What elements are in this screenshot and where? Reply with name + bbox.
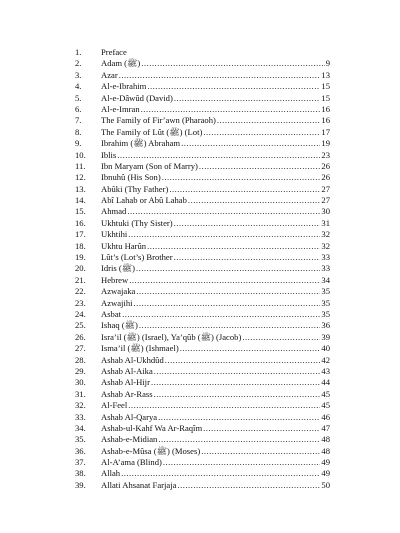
entry-number: 25. [75,320,86,331]
dot-leader [181,138,320,149]
entry-line [101,400,330,411]
entry-page-number: 15 [321,81,330,92]
entry-number: 4. [75,81,82,92]
entry-number: 21. [75,274,86,285]
dot-leader [154,389,321,400]
dot-leader [217,115,321,126]
entry-line [101,195,330,206]
toc-entry[interactable] [0,252,400,263]
entry-number: 39. [75,479,86,490]
entry-line [101,81,330,92]
dot-leader [139,320,321,331]
toc-entry[interactable] [0,309,400,320]
entry-number: 37. [75,457,86,468]
dot-leader [199,161,321,172]
entry-line [101,93,330,104]
entry-page-number: 30 [321,206,330,217]
toc-entry[interactable] [0,58,400,69]
entry-title: Iblis [101,149,117,160]
entry-title: Ashab-e-Mûsa (ﷺ) (Moses) [101,445,201,456]
entry-line [101,434,330,445]
entry-number: 18. [75,240,86,251]
dot-leader [154,366,321,377]
entry-title: Ashab Al-Qarya [101,411,158,422]
entry-line [101,138,330,149]
dot-leader [174,252,321,263]
entry-number: 1. [75,47,82,57]
entry-number: 3. [75,69,82,80]
entry-title: Idris (ﷺ) [101,263,136,274]
dot-leader [158,434,320,445]
toc-entry[interactable] [0,320,400,331]
entry-page-number: 45 [321,400,330,411]
dot-leader [242,332,320,343]
entry-number: 36. [75,445,86,456]
entry-title: Abî Lahab or Abû Lahab [101,195,187,206]
entry-page-number: 27 [321,183,330,194]
toc-entry[interactable] [0,355,400,366]
entry-line [101,115,330,126]
dot-leader [163,457,321,468]
entry-title: Ashab Al-Hijr [101,377,150,388]
toc-entry[interactable] [0,93,400,104]
entry-number: 11. [75,160,86,171]
entry-page-number: 48 [321,434,330,445]
entry-page-number: 33 [321,263,330,274]
entry-title: Ashab-e-Midian [101,434,158,445]
entry-number: 17. [75,229,86,240]
dot-leader [201,446,320,457]
entry-number: 30. [75,377,86,388]
entry-page-number: 43 [321,365,330,376]
entry-page-number: 44 [321,377,330,388]
entry-line [101,252,330,263]
entry-number: 26. [75,331,86,342]
entry-line [101,206,330,217]
entry-title: Ibnuhû (His Son) [101,172,161,183]
entry-page-number: 33 [321,252,330,263]
dot-leader [136,286,320,297]
entry-title: Ishaq (ﷺ) [101,320,138,331]
dot-leader [141,104,321,115]
entry-line [101,332,330,343]
entry-page-number: 50 [321,479,330,490]
dot-leader [127,206,320,217]
toc-entry[interactable] [0,446,400,457]
dot-leader [129,275,320,286]
toc-entry[interactable] [0,138,400,149]
entry-line [101,377,330,388]
dot-leader [141,58,324,69]
entry-line [101,161,330,172]
entry-line [101,457,330,468]
entry-line [101,389,330,400]
entry-number: 13. [75,183,86,194]
entry-page-number: 15 [321,92,330,103]
entry-number: 8. [75,126,82,137]
entry-line [101,366,330,377]
entry-line [101,229,330,240]
toc-entry[interactable] [0,229,400,240]
entry-title: Allah [101,468,121,479]
entry-line [101,343,330,354]
entry-number: 7. [75,115,82,126]
entry-title: Asbat [101,308,122,319]
entry-line [101,423,330,434]
entry-number: 24. [75,308,86,319]
toc-entry[interactable] [0,172,400,183]
entry-page-number: 19 [321,138,330,149]
entry-title: Allati Ahsanat Farjaja [101,479,177,490]
entry-title: Isra’il (ﷺ) (Israel), Ya’qûb (ﷺ) (Jacob) [101,331,242,342]
entry-page-number: 42 [321,354,330,365]
entry-number: 6. [75,103,82,114]
entry-title: Abûki (Thy Father) [101,183,169,194]
entry-number: 32. [75,400,86,411]
entry-title: Azwajihi [101,297,133,308]
entry-number: 19. [75,252,86,263]
toc-entry[interactable] [0,343,400,354]
entry-line [101,480,330,491]
entry-number: 15. [75,206,86,217]
entry-line [101,298,330,309]
entry-title: Ukhtihi [101,229,128,240]
entry-page-number: 49 [321,457,330,468]
entry-line [101,150,330,161]
dot-leader [147,241,320,252]
toc-entry[interactable] [0,275,400,286]
entry-page-number: 39 [321,331,330,342]
dot-leader [122,309,320,320]
toc-entry[interactable] [0,366,400,377]
entry-line [101,286,330,297]
entry-title: Isma’il (ﷺ) (Ishmael) [101,343,179,354]
entry-title: Al-A’ama (Blind) [101,457,162,468]
entry-title: Preface [101,47,127,57]
dot-leader [121,468,320,479]
entry-title: The Family of Lût (ﷺ) (Lot) [101,126,203,137]
entry-line [101,70,330,81]
entry-line [101,412,330,423]
entry-line [101,468,330,479]
entry-line [101,104,330,115]
toc-entry[interactable] [0,127,400,138]
entry-title: Azar [101,69,118,80]
entry-title: Adam (ﷺ) [101,58,141,69]
toc-entry[interactable] [0,298,400,309]
entry-number: 20. [75,263,86,274]
toc-entry[interactable] [0,389,400,400]
entry-number: 31. [75,388,86,399]
entry-title: Ashab Ar-Rass [101,388,153,399]
dot-leader [180,343,321,354]
entry-title: Ibn Maryam (Son of Marry) [101,160,198,171]
entry-line [101,320,330,331]
entry-line [101,58,330,69]
toc-entry[interactable] [0,434,400,445]
entry-number: 23. [75,297,86,308]
entry-page-number: 36 [321,320,330,331]
entry-title: Azwajaka [101,286,136,297]
entry-page-number: 16 [321,103,330,114]
toc-entry[interactable] [0,218,400,229]
dot-leader [162,172,321,183]
dot-leader [134,298,321,309]
entry-number: 27. [75,343,86,354]
dot-leader [128,400,320,411]
entry-page-number: 35 [321,308,330,319]
entry-title: The Family of Fir’awn (Pharaoh) [101,115,216,126]
entry-page-number: 34 [321,274,330,285]
toc-entry[interactable] [0,70,400,81]
entry-number: 5. [75,92,82,103]
toc-entry[interactable] [0,115,400,126]
toc-entry[interactable] [0,150,400,161]
entry-number: 29. [75,365,86,376]
toc-entry[interactable] [0,480,400,491]
toc-entry[interactable] [0,423,400,434]
entry-line [101,275,330,286]
toc-entry[interactable] [0,332,400,343]
entry-title: Lût’s (Lot’s) Brother [101,252,173,263]
entry-page-number: 32 [321,240,330,251]
entry-title: Al-e-Imran [101,103,140,114]
entry-number: 22. [75,286,86,297]
entry-page-number: 23 [321,149,330,160]
entry-title: Ibrahim (ﷺ) Abraham [101,138,181,149]
entry-line [101,47,330,58]
entry-title: Ukhtuki (Thy Sister) [101,217,173,228]
dot-leader [165,355,321,366]
entry-number: 2. [75,58,82,69]
dot-leader [147,81,320,92]
toc-entry[interactable] [0,195,400,206]
dot-leader [158,412,320,423]
entry-line [101,218,330,229]
entry-page-number: 31 [321,217,330,228]
dot-leader [136,263,320,274]
dot-leader [203,127,320,138]
entry-number: 33. [75,411,86,422]
table-of-contents [0,47,400,491]
entry-page-number: 13 [321,69,330,80]
dot-leader [169,184,320,195]
toc-entry[interactable] [0,241,400,252]
dot-leader [151,377,320,388]
entry-page-number: 40 [321,343,330,354]
dot-leader [174,93,321,104]
entry-line [101,309,330,320]
entry-title: Ahmad [101,206,127,217]
entry-page-number: 32 [321,229,330,240]
entry-page-number: 9 [325,58,330,69]
entry-title: Al-e-Ibrahim [101,81,147,92]
entry-number: 14. [75,195,86,206]
toc-entry[interactable] [0,161,400,172]
dot-leader [177,480,320,491]
entry-line [101,263,330,274]
entry-number: 10. [75,149,86,160]
entry-line [101,355,330,366]
toc-entry[interactable] [0,377,400,388]
toc-entry[interactable] [0,457,400,468]
toc-entry[interactable] [0,400,400,411]
entry-page-number: 48 [321,445,330,456]
entry-page-number: 45 [321,388,330,399]
toc-entry[interactable] [0,184,400,195]
entry-title: Ashab Al-Ukhdûd [101,354,164,365]
entry-title: Hebrew [101,274,129,285]
entry-number: 9. [75,138,82,149]
entry-line [101,241,330,252]
entry-line [101,184,330,195]
toc-entry[interactable] [0,263,400,274]
entry-number: 34. [75,422,86,433]
entry-line [101,127,330,138]
dot-leader [203,423,320,434]
entry-line [101,446,330,457]
toc-entry[interactable] [0,286,400,297]
entry-page-number: 35 [321,297,330,308]
entry-page-number: 47 [321,422,330,433]
dot-leader [174,218,321,229]
entry-page-number: 46 [321,411,330,422]
entry-page-number: 27 [321,195,330,206]
dot-leader [117,150,320,161]
entry-title: Ashab-ul-Kahf Wa Ar-Raqîm [101,422,203,433]
toc-entry[interactable] [0,412,400,423]
entry-page-number: 35 [321,286,330,297]
toc-entry[interactable] [0,81,400,92]
entry-line [101,172,330,183]
entry-page-number: 16 [321,115,330,126]
dot-leader [119,70,321,81]
toc-entry[interactable] [0,468,400,479]
entry-number: 35. [75,434,86,445]
entry-page-number: 49 [321,468,330,479]
entry-number: 38. [75,468,86,479]
entry-title: Ashab Al-Aika [101,365,153,376]
entry-number: 28. [75,354,86,365]
entry-page-number: 26 [321,160,330,171]
dot-leader [188,195,320,206]
entry-title: Al-Feel [101,400,128,411]
toc-entry[interactable] [0,47,400,58]
dot-leader [128,229,320,240]
entry-number: 16. [75,217,86,228]
entry-number: 12. [75,172,86,183]
toc-entry[interactable] [0,104,400,115]
toc-entry[interactable] [0,206,400,217]
entry-title: Al-e-Dâwûd (David) [101,92,173,103]
entry-title: Ukhtu Harûn [101,240,147,251]
entry-page-number: 17 [321,126,330,137]
entry-page-number: 26 [321,172,330,183]
